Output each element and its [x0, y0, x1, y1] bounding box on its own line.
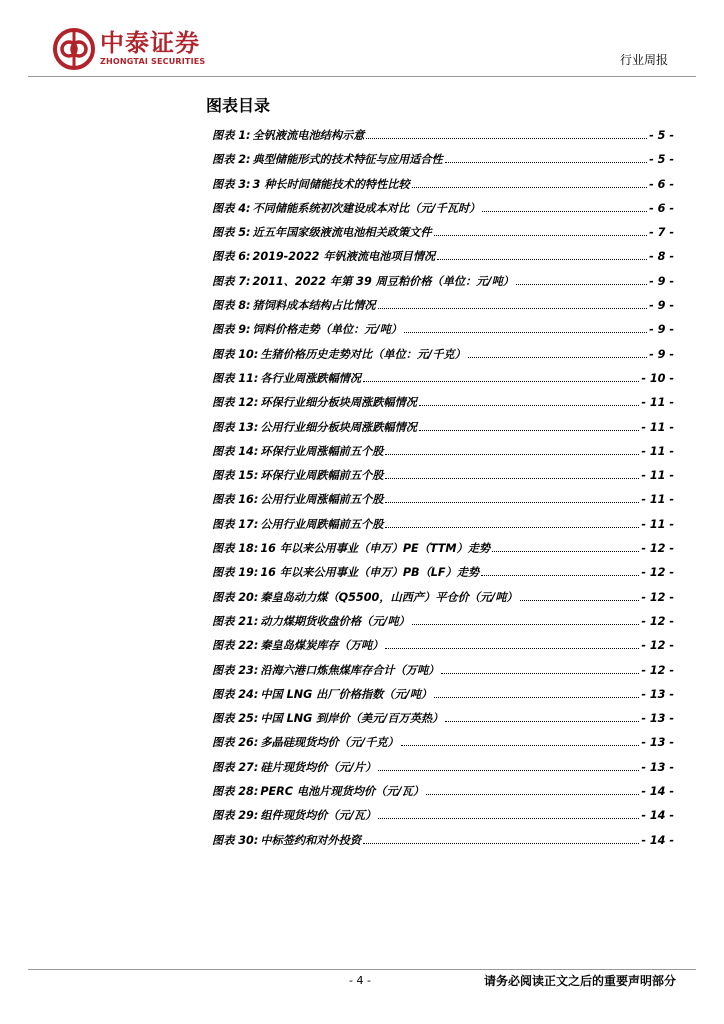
footer-disclaimer: 请务必阅读正文之后的重要声明部分	[483, 974, 676, 988]
toc-entry-title: 环保行业周涨幅前五个股	[260, 444, 384, 458]
toc-entry-label: 图表 21:	[212, 614, 259, 628]
toc-entry-title: PERC 电池片现货均价（元/瓦）	[260, 785, 425, 799]
toc-entry[interactable]	[212, 590, 674, 614]
toc-entry-title: 硅片现货均价（元/片）	[260, 760, 377, 774]
toc-entry-label: 图表 6:	[212, 250, 251, 264]
toc-leader-dots	[516, 284, 647, 285]
toc-entry-title: 全钒液流电池结构示意	[252, 129, 365, 142]
toc-entry-label: 图表 13:	[212, 420, 259, 434]
toc-entry-label: 图表 26:	[212, 736, 259, 750]
toc-entry-title: 生猪价格历史走势对比（单位：元/千克）	[260, 347, 466, 361]
toc-entry-title: 中国 LNG 到岸价（美元/百万英热）	[260, 712, 444, 726]
toc-entry-title: 动力煤期货收盘价格（元/吨）	[260, 614, 410, 628]
toc-entry-page: - 6 -	[649, 177, 674, 191]
toc-entry[interactable]	[212, 492, 674, 516]
toc-entry-title: 2011、2022 年第 39 周豆粕价格（单位：元/吨）	[252, 274, 514, 288]
toc-entry-label: 图表 15:	[212, 469, 259, 483]
toc-entry-page: - 9 -	[649, 323, 674, 337]
toc-entry-title: 环保行业细分板块周涨跌幅情况	[260, 396, 417, 410]
toc-leader-dots	[363, 381, 639, 382]
toc-entry[interactable]	[212, 152, 674, 176]
toc-entry-page: - 11 -	[641, 517, 674, 531]
toc-leader-dots	[412, 187, 647, 188]
toc-entry[interactable]	[212, 833, 674, 857]
toc-leader-dots	[434, 235, 648, 236]
toc-leader-dots	[441, 673, 639, 674]
footer-divider	[28, 969, 696, 970]
toc-entry-label: 图表 14:	[212, 444, 259, 458]
report-type: 行业周报	[619, 53, 668, 67]
toc-leader-dots	[378, 818, 639, 819]
toc-title: 图表目录	[206, 96, 271, 115]
toc-leader-dots	[520, 600, 640, 601]
toc-entry-title: 沿海六港口炼焦煤库存合计（万吨）	[260, 663, 440, 677]
toc-entry-label: 图表 8:	[212, 299, 251, 313]
toc-leader-dots	[378, 308, 648, 309]
toc-entry-page: - 12 -	[641, 614, 674, 628]
toc-entry-title: 秦皇岛动力煤（Q5500，山西产）平仓价（元/吨）	[260, 590, 518, 604]
toc-entry[interactable]	[212, 565, 674, 589]
toc-entry[interactable]	[212, 614, 674, 638]
toc-entry-title: 公用行业周跌幅前五个股	[260, 517, 384, 531]
toc-entry-page: - 10 -	[641, 371, 674, 385]
toc-entry-title: 近五年国家级液流电池相关政策文件	[252, 226, 432, 240]
toc-entry-title: 中标签约和对外投资	[260, 833, 362, 847]
toc-entry-label: 图表 9:	[212, 323, 251, 337]
toc-leader-dots	[492, 551, 639, 552]
toc-entry-title: 公用行业周涨幅前五个股	[260, 493, 384, 507]
toc-entry-page: - 12 -	[641, 663, 674, 677]
toc-entry-page: - 11 -	[641, 420, 674, 434]
toc-leader-dots	[363, 843, 639, 844]
toc-entry[interactable]	[212, 128, 674, 152]
toc-entry-label: 图表 27:	[212, 760, 259, 774]
toc-leader-dots	[419, 405, 639, 406]
toc-entry[interactable]	[212, 517, 674, 541]
page-number: - 4 -	[349, 974, 371, 987]
toc-leader-dots	[434, 697, 639, 698]
toc-leader-dots	[385, 502, 639, 503]
toc-entry[interactable]	[212, 784, 674, 808]
toc-entry-label: 图表 3:	[212, 177, 251, 191]
toc-entry[interactable]	[212, 322, 674, 346]
toc-entry-label: 图表 17:	[212, 517, 259, 531]
toc-entry-title: 饲料价格走势（单位：元/吨）	[252, 323, 403, 337]
toc-leader-dots	[385, 478, 639, 479]
toc-entry-label: 图表 24:	[212, 687, 259, 701]
toc-entry[interactable]	[212, 468, 674, 492]
toc-entry[interactable]	[212, 638, 674, 662]
toc-entry[interactable]	[212, 760, 674, 784]
brand-name-en: ZHONGTAI SECURITIES	[100, 57, 206, 66]
toc-leader-dots	[437, 259, 647, 260]
zhongtai-logo-icon	[52, 26, 100, 72]
toc-entry[interactable]	[212, 249, 674, 273]
toc-entry[interactable]	[212, 711, 674, 735]
toc-entry-title: 各行业周涨跌幅情况	[260, 371, 362, 385]
toc-entry-page: - 8 -	[649, 250, 674, 264]
toc-entry-page: - 9 -	[649, 347, 674, 361]
toc-entry-title: 不同储能系统初次建设成本对比（元/千瓦时）	[252, 201, 481, 215]
toc-leader-dots	[366, 138, 647, 139]
toc-entry-label: 图表 10:	[212, 347, 259, 361]
toc-entry-label: 图表 7:	[212, 274, 251, 288]
toc-entry-title: 16 年以来公用事业（申万）PB（LF）走势	[260, 566, 480, 580]
toc-leader-dots	[445, 162, 647, 163]
toc-entry[interactable]	[212, 225, 674, 249]
toc-entry-title: 典型储能形式的技术特征与应用适合性	[252, 153, 443, 167]
toc-entry-label: 图表 4:	[212, 201, 251, 215]
toc-leader-dots	[426, 794, 639, 795]
toc-entry-label: 图表 20:	[212, 590, 259, 604]
toc-entry-page: - 13 -	[641, 687, 674, 701]
toc-entry-title: 猪饲料成本结构占比情况	[252, 299, 376, 313]
toc-entry-page: - 14 -	[641, 809, 674, 823]
toc-entry-page: - 13 -	[641, 712, 674, 726]
toc-entry-title: 多晶硅现货均价（元/千克）	[260, 736, 399, 750]
toc-leader-dots	[385, 527, 639, 528]
toc-leader-dots	[419, 430, 639, 431]
toc-entry[interactable]	[212, 541, 674, 565]
brand-name-cn: 中泰证券	[100, 29, 200, 57]
toc-entry-label: 图表 11:	[212, 371, 259, 385]
toc-entry-page: - 5 -	[649, 153, 674, 167]
toc-entry-title: 秦皇岛煤炭库存（万吨）	[260, 639, 384, 653]
header-divider	[28, 76, 696, 77]
toc-entry[interactable]	[212, 687, 674, 711]
toc-leader-dots	[468, 357, 647, 358]
toc-leader-dots	[385, 454, 639, 455]
toc-entry[interactable]	[212, 808, 674, 832]
toc-leader-dots	[481, 575, 639, 576]
toc-entry[interactable]	[212, 420, 674, 444]
toc-entry-page: - 9 -	[649, 299, 674, 313]
toc-entry[interactable]	[212, 735, 674, 759]
toc-entry[interactable]	[212, 201, 674, 225]
toc-leader-dots	[412, 624, 640, 625]
toc-entry-title: 2019-2022 年钒液流电池项目情况	[252, 250, 436, 264]
toc-leader-dots	[404, 332, 647, 333]
toc-entry-title: 中国 LNG 出厂价格指数（元/吨）	[260, 687, 433, 701]
toc-leader-dots	[385, 648, 639, 649]
toc-entry-page: - 6 -	[649, 201, 674, 215]
toc-entry-page: - 12 -	[641, 566, 674, 580]
toc-entry-label: 图表 29:	[212, 809, 259, 823]
toc-entry-label: 图表 28:	[212, 785, 259, 799]
toc-entry-label: 图表 1:	[212, 129, 251, 142]
toc-entry-page: - 13 -	[641, 736, 674, 750]
toc-entry-label: 图表 5:	[212, 226, 251, 240]
toc-entry-page: - 11 -	[641, 396, 674, 410]
toc-entry-page: - 12 -	[641, 542, 674, 556]
toc-leader-dots	[482, 211, 647, 212]
toc-entry-label: 图表 12:	[212, 396, 259, 410]
toc-entry-page: - 13 -	[641, 760, 674, 774]
toc-entry-label: 图表 22:	[212, 639, 259, 653]
toc-entry-label: 图表 25:	[212, 712, 259, 726]
toc-entry[interactable]	[212, 177, 674, 201]
toc-entry[interactable]	[212, 347, 674, 371]
toc-entry-title: 环保行业周跌幅前五个股	[260, 469, 384, 483]
toc-entry-label: 图表 30:	[212, 833, 259, 847]
toc-entry[interactable]	[212, 274, 674, 298]
toc-entry-title: 组件现货均价（元/瓦）	[260, 809, 377, 823]
toc-entry-title: 3 种长时间储能技术的特性比较	[252, 177, 410, 191]
toc-entry-page: - 14 -	[641, 785, 674, 799]
toc-entry[interactable]	[212, 444, 674, 468]
toc-entry[interactable]	[212, 298, 674, 322]
toc-entry[interactable]	[212, 663, 674, 687]
toc-entry-label: 图表 23:	[212, 663, 259, 677]
page-header	[0, 0, 724, 72]
toc-entry-label: 图表 19:	[212, 566, 259, 580]
toc-leader-dots	[401, 745, 640, 746]
toc-entry-page: - 14 -	[641, 833, 674, 847]
toc-entry-page: - 5 -	[649, 129, 674, 142]
table-of-figures	[212, 128, 674, 857]
toc-entry-label: 图表 16:	[212, 493, 259, 507]
toc-entry-title: 16 年以来公用事业（申万）PE（TTM）走势	[260, 542, 491, 556]
toc-entry-page: - 12 -	[641, 639, 674, 653]
toc-entry-title: 公用行业细分板块周涨跌幅情况	[260, 420, 417, 434]
toc-entry-page: - 11 -	[641, 493, 674, 507]
toc-entry-page: - 9 -	[649, 274, 674, 288]
toc-entry-page: - 7 -	[649, 226, 674, 240]
toc-entry[interactable]	[212, 395, 674, 419]
toc-entry-page: - 11 -	[641, 469, 674, 483]
toc-leader-dots	[445, 721, 639, 722]
toc-entry-label: 图表 18:	[212, 542, 259, 556]
toc-entry-page: - 11 -	[641, 444, 674, 458]
toc-entry[interactable]	[212, 371, 674, 395]
toc-entry-page: - 12 -	[641, 590, 674, 604]
toc-leader-dots	[378, 770, 639, 771]
toc-entry-label: 图表 2:	[212, 153, 251, 167]
